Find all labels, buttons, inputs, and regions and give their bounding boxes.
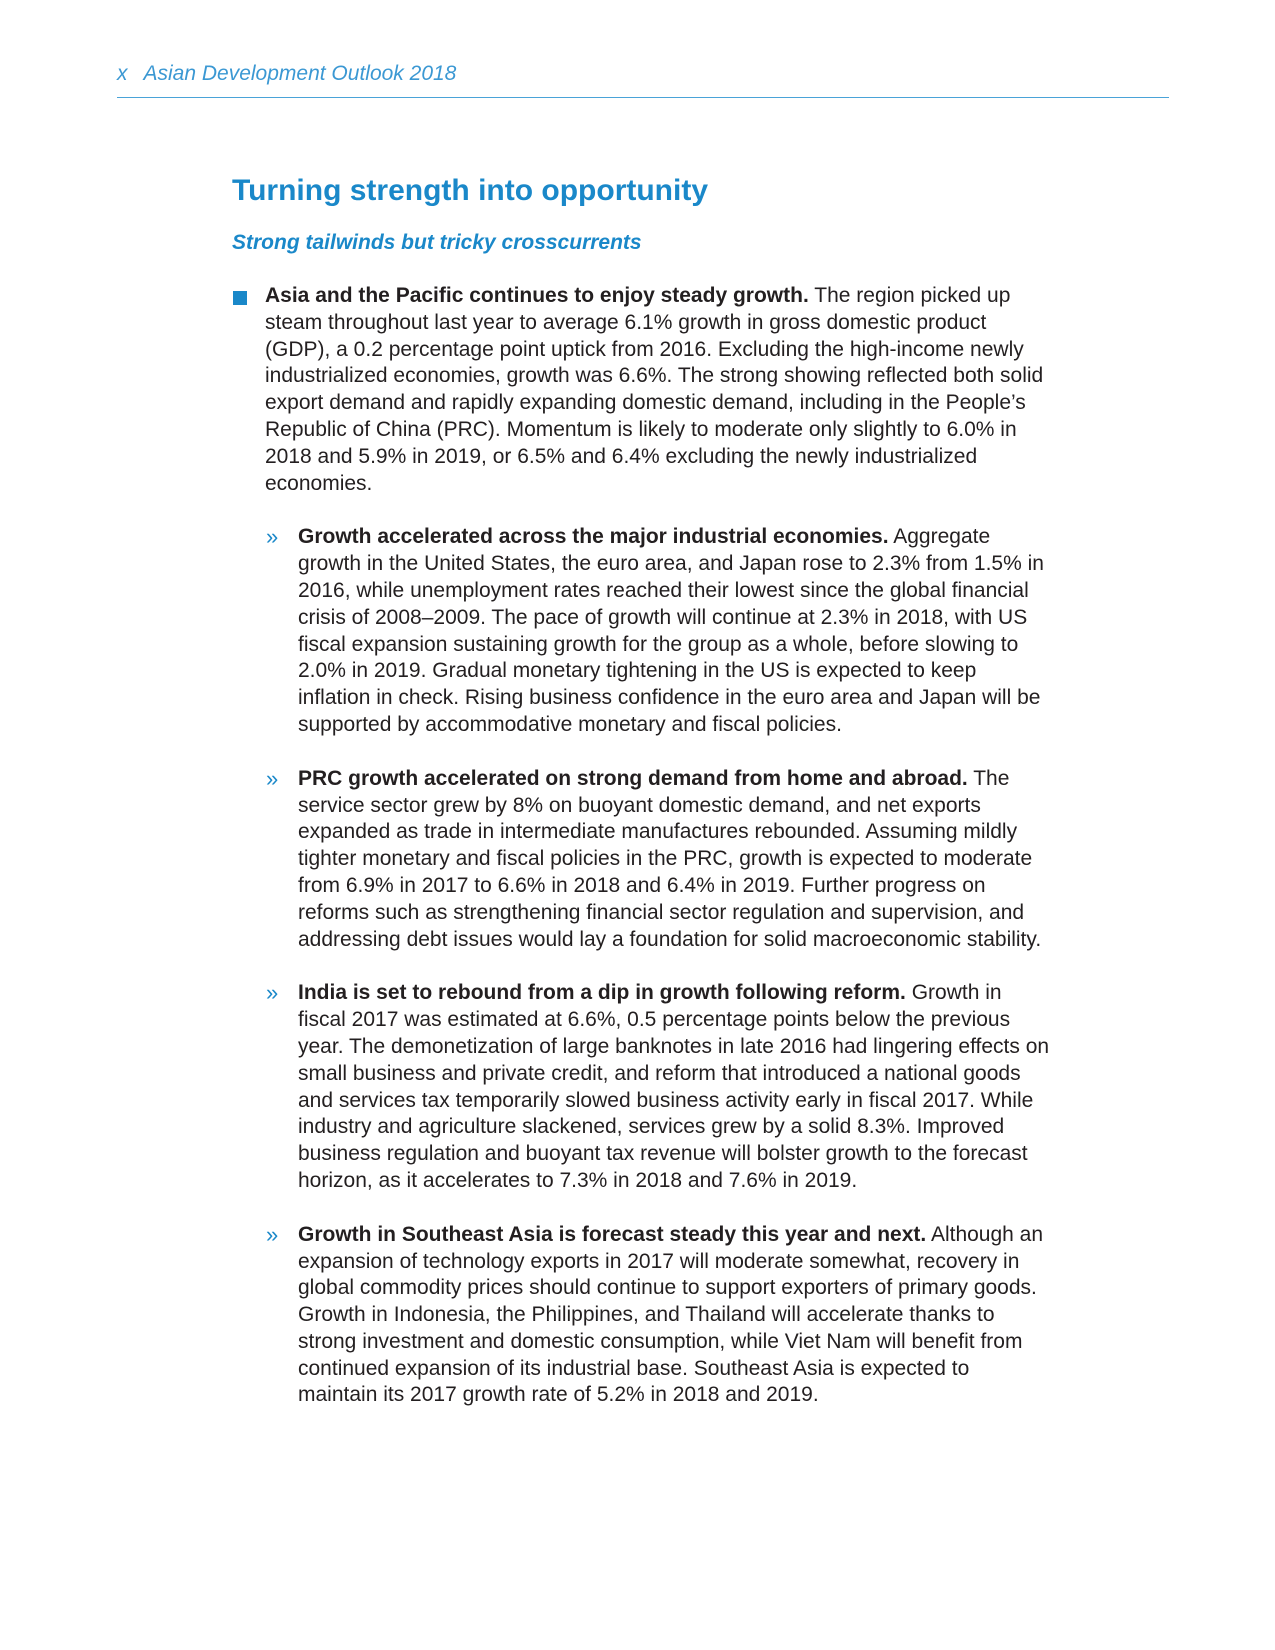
main-bullet	[232, 283, 1052, 497]
square-bullet-icon	[233, 291, 247, 305]
section-subtitle: Strong tailwinds but tricky crosscurrents	[232, 231, 642, 254]
sub-bullet-body: The service sector grew by 8% on buoyant domestic demand, and net exports expanded as trade in intermediate manufactures rebounded. Assuming mildly tighter monetary and fiscal policies in the PRC, growth is expected to moderate from 6.9% in 2017 to 6.6% in 2018 and 6.4% in 2019. Further progress on reforms such as strengthening financial sector regulation and supervision, and addressing debt issues would lay a foundation for solid macroeconomic stability.	[298, 766, 1042, 951]
main-bullet-body: The region picked up steam throughout last year to average 6.1% growth in gross domestic product (GDP), a 0.2 percentage point uptick from 2016. Excluding the high-income newly industrialized economies, growth was 6.6%. The strong showing reflected both solid export demand and rapidly expanding domestic demand, including in the People’s Republic of China (PRC). Momentum is likely to moderate only slightly to 6.0% in 2018 and 5.9% in 2019, or 6.5% and 6.4% excluding the newly industrialized economies.	[265, 284, 1044, 495]
main-bullet-lead: Asia and the Pacific continues to enjoy steady growth.	[265, 284, 809, 307]
running-header	[117, 62, 1169, 98]
section-title: Turning strength into opportunity	[232, 174, 709, 207]
sub-bullet-prc	[232, 766, 1052, 954]
sub-bullet-lead: PRC growth accelerated on strong demand from home and abroad.	[298, 766, 968, 790]
sub-bullet-industrial-economies	[232, 524, 1052, 738]
chevron-right-icon: »	[266, 1221, 279, 1247]
sub-bullet-body: Although an expansion of technology exports in 2017 will moderate somewhat, recovery in global commodity prices should continue to support exporters of primary goods. Growth in Indonesia, the Philippines, and Thailand will accelerate thanks to strong investment and domestic consumption, while Viet Nam will benefit from continued expansion of its industrial base. Southeast Asia is expected to maintain its 2017 growth rate of 5.2% in 2018 and 2019.	[298, 1222, 1044, 1407]
chevron-right-icon: »	[266, 524, 279, 550]
sub-bullet-lead: India is set to rebound from a dip in growth following reform.	[298, 981, 906, 1005]
sub-bullet-lead: Growth in Southeast Asia is forecast steady this year and next.	[298, 1222, 927, 1246]
sub-bullet-lead: Growth accelerated across the major industrial economies.	[298, 525, 889, 549]
publication-title: Asian Development Outlook 2018	[143, 62, 457, 85]
page-content	[232, 172, 1052, 1409]
sub-bullet-southeast-asia	[232, 1222, 1052, 1410]
chevron-right-icon: »	[266, 765, 279, 791]
sub-bullet-india	[232, 980, 1052, 1194]
sub-bullet-body: Growth in fiscal 2017 was estimated at 6.6%, 0.5 percentage points below the previous year. The demonetization of large banknotes in late 2016 had lingering effects on small business and private credit, and reform that introduced a national goods and services tax temporarily slowed business activity early in fiscal 2017. While industry and agriculture slackened, services grew by a solid 8.3%. Improved business regulation and buoyant tax revenue will bolster growth to the forecast horizon, as it accelerates to 7.3% in 2018 and 7.6% in 2019.	[298, 981, 1050, 1192]
sub-bullet-body: Aggregate growth in the United States, the euro area, and Japan rose to 2.3% from 1.5% in 2016, while unemployment rates reached their lowest since the global financial crisis of 2008–2009. The pace of growth will continue at 2.3% in 2018, with US fiscal expansion sustaining growth for the group as a whole, before slowing to 2.0% in 2019. Gradual monetary tightening in the US is expected to keep inflation in check. Rising business confidence in the euro area and Japan will be supported by accommodative monetary and fiscal policies.	[298, 525, 1044, 736]
page-number: x	[117, 62, 128, 85]
chevron-right-icon: »	[266, 980, 279, 1006]
